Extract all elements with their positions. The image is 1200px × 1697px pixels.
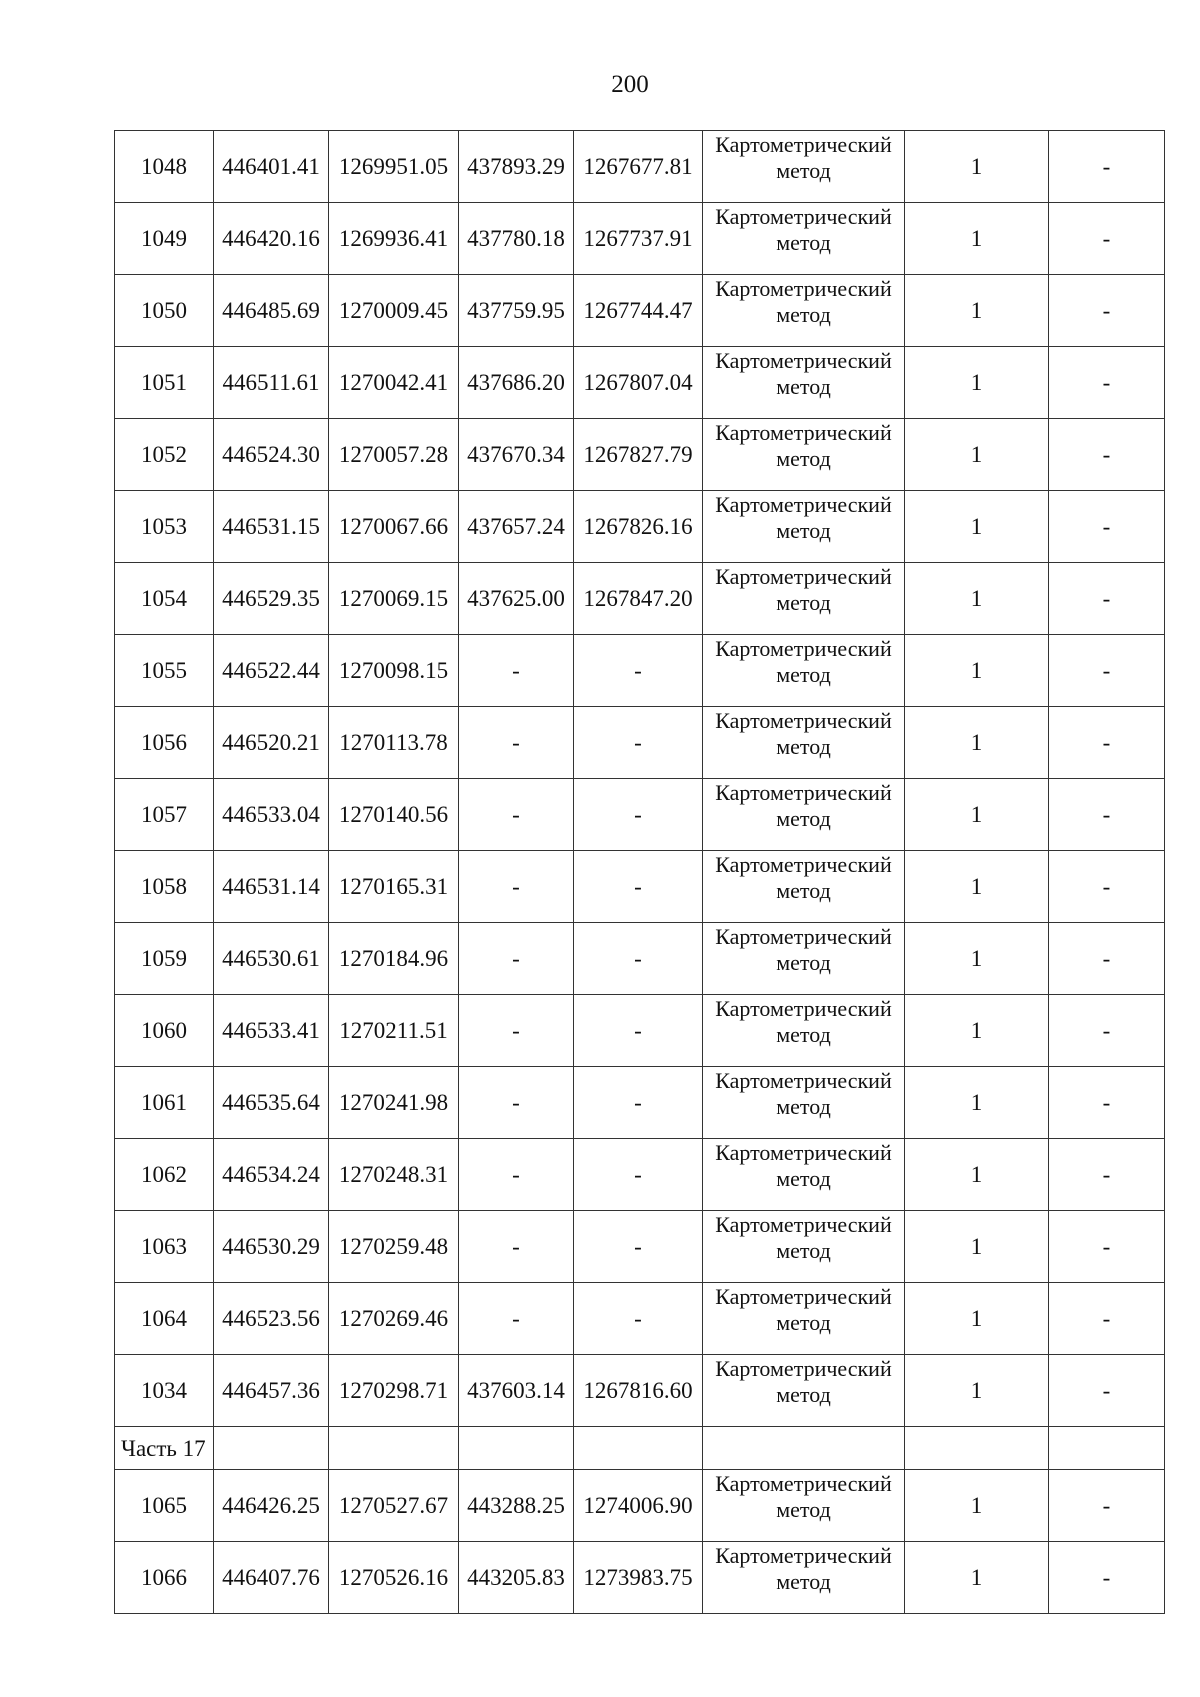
method-line-2: метод <box>776 158 831 183</box>
method-line-1: Картометрический <box>715 564 892 589</box>
point-number-cell: 1061 <box>115 1067 214 1139</box>
x-coordinate-alt-cell: 437657.24 <box>459 491 574 563</box>
table-body <box>115 131 1165 1614</box>
y-coordinate-cell: 1270009.45 <box>329 275 459 347</box>
x-coordinate-cell: 446533.41 <box>214 995 329 1067</box>
point-number-cell: 1048 <box>115 131 214 203</box>
x-coordinate-alt-cell: 437603.14 <box>459 1355 574 1427</box>
note-cell: - <box>1049 707 1165 779</box>
coordinates-table <box>114 130 1165 1614</box>
table-row <box>115 275 1165 347</box>
table-row <box>115 1283 1165 1355</box>
accuracy-cell: 1 <box>905 1355 1049 1427</box>
y-coordinate-cell: 1269936.41 <box>329 203 459 275</box>
accuracy-cell: 1 <box>905 563 1049 635</box>
page-number: 200 <box>611 71 649 98</box>
x-coordinate-alt-cell: - <box>459 635 574 707</box>
method-cell <box>703 419 905 491</box>
y-coordinate-cell: 1270098.15 <box>329 635 459 707</box>
method-line-2: метод <box>776 806 831 831</box>
y-coordinate-cell: 1270113.78 <box>329 707 459 779</box>
y-coordinate-cell: 1270269.46 <box>329 1283 459 1355</box>
note-cell: - <box>1049 131 1165 203</box>
y-coordinate-cell: 1269951.05 <box>329 131 459 203</box>
x-coordinate-alt-cell: - <box>459 995 574 1067</box>
method-cell <box>703 275 905 347</box>
method-line-1: Картометрический <box>715 780 892 805</box>
method-line-2: метод <box>776 518 831 543</box>
method-cell <box>703 131 905 203</box>
y-coordinate-cell: 1270211.51 <box>329 995 459 1067</box>
point-number-cell: 1058 <box>115 851 214 923</box>
y-coordinate-alt-cell: 1267807.04 <box>574 347 703 419</box>
y-coordinate-cell: 1270526.16 <box>329 1542 459 1614</box>
method-line-2: метод <box>776 230 831 255</box>
empty-cell <box>214 1427 329 1470</box>
x-coordinate-cell: 446530.61 <box>214 923 329 995</box>
x-coordinate-alt-cell: 437780.18 <box>459 203 574 275</box>
x-coordinate-cell: 446520.21 <box>214 707 329 779</box>
point-number-cell: 1057 <box>115 779 214 851</box>
empty-cell <box>329 1427 459 1470</box>
y-coordinate-cell: 1270140.56 <box>329 779 459 851</box>
y-coordinate-alt-cell: - <box>574 779 703 851</box>
y-coordinate-alt-cell: - <box>574 635 703 707</box>
accuracy-cell: 1 <box>905 923 1049 995</box>
y-coordinate-alt-cell: 1267737.91 <box>574 203 703 275</box>
y-coordinate-cell: 1270057.28 <box>329 419 459 491</box>
method-line-2: метод <box>776 1094 831 1119</box>
accuracy-cell: 1 <box>905 851 1049 923</box>
table-row <box>115 779 1165 851</box>
empty-cell <box>703 1427 905 1470</box>
point-number-cell: 1054 <box>115 563 214 635</box>
point-number-cell: 1064 <box>115 1283 214 1355</box>
x-coordinate-cell: 446457.36 <box>214 1355 329 1427</box>
method-line-2: метод <box>776 1238 831 1263</box>
y-coordinate-alt-cell: - <box>574 1067 703 1139</box>
accuracy-cell: 1 <box>905 347 1049 419</box>
x-coordinate-alt-cell: - <box>459 1067 574 1139</box>
y-coordinate-cell: 1270165.31 <box>329 851 459 923</box>
method-line-2: метод <box>776 1382 831 1407</box>
note-cell: - <box>1049 275 1165 347</box>
point-number-cell: 1055 <box>115 635 214 707</box>
table-row <box>115 995 1165 1067</box>
y-coordinate-alt-cell: - <box>574 1283 703 1355</box>
x-coordinate-cell: 446533.04 <box>214 779 329 851</box>
note-cell: - <box>1049 1470 1165 1542</box>
method-line-1: Картометрический <box>715 492 892 517</box>
section-label: Часть 17 <box>115 1427 214 1470</box>
table-row <box>115 203 1165 275</box>
y-coordinate-alt-cell: - <box>574 923 703 995</box>
y-coordinate-alt-cell: 1274006.90 <box>574 1470 703 1542</box>
method-line-1: Картометрический <box>715 708 892 733</box>
y-coordinate-alt-cell: 1267816.60 <box>574 1355 703 1427</box>
y-coordinate-cell: 1270298.71 <box>329 1355 459 1427</box>
note-cell: - <box>1049 1283 1165 1355</box>
note-cell: - <box>1049 1355 1165 1427</box>
x-coordinate-alt-cell: - <box>459 923 574 995</box>
accuracy-cell: 1 <box>905 635 1049 707</box>
section-row <box>115 1427 1165 1470</box>
y-coordinate-cell: 1270248.31 <box>329 1139 459 1211</box>
table-row <box>115 635 1165 707</box>
point-number-cell: 1065 <box>115 1470 214 1542</box>
method-cell <box>703 1355 905 1427</box>
note-cell: - <box>1049 1139 1165 1211</box>
table-row <box>115 1542 1165 1614</box>
table-row <box>115 347 1165 419</box>
x-coordinate-alt-cell: 437625.00 <box>459 563 574 635</box>
x-coordinate-cell: 446420.16 <box>214 203 329 275</box>
method-line-1: Картометрический <box>715 1284 892 1309</box>
method-line-1: Картометрический <box>715 276 892 301</box>
method-line-2: метод <box>776 662 831 687</box>
method-line-1: Картометрический <box>715 636 892 661</box>
y-coordinate-alt-cell: - <box>574 1139 703 1211</box>
note-cell: - <box>1049 491 1165 563</box>
y-coordinate-cell: 1270069.15 <box>329 563 459 635</box>
method-line-1: Картометрический <box>715 1471 892 1496</box>
y-coordinate-alt-cell: - <box>574 851 703 923</box>
x-coordinate-cell: 446523.56 <box>214 1283 329 1355</box>
method-cell <box>703 779 905 851</box>
method-cell <box>703 995 905 1067</box>
method-line-1: Картометрический <box>715 348 892 373</box>
method-cell <box>703 1067 905 1139</box>
y-coordinate-alt-cell: 1267826.16 <box>574 491 703 563</box>
x-coordinate-cell: 446534.24 <box>214 1139 329 1211</box>
table-row <box>115 419 1165 491</box>
empty-cell <box>574 1427 703 1470</box>
method-line-2: метод <box>776 1497 831 1522</box>
method-cell <box>703 707 905 779</box>
x-coordinate-alt-cell: 437670.34 <box>459 419 574 491</box>
y-coordinate-alt-cell: - <box>574 1211 703 1283</box>
method-line-1: Картометрический <box>715 1140 892 1165</box>
x-coordinate-alt-cell: 437686.20 <box>459 347 574 419</box>
method-line-1: Картометрический <box>715 924 892 949</box>
method-line-2: метод <box>776 1022 831 1047</box>
table-row <box>115 563 1165 635</box>
method-cell <box>703 203 905 275</box>
method-cell <box>703 1470 905 1542</box>
x-coordinate-alt-cell: - <box>459 1283 574 1355</box>
note-cell: - <box>1049 563 1165 635</box>
point-number-cell: 1059 <box>115 923 214 995</box>
y-coordinate-cell: 1270184.96 <box>329 923 459 995</box>
y-coordinate-alt-cell: 1267744.47 <box>574 275 703 347</box>
table-row <box>115 1139 1165 1211</box>
method-line-1: Картометрический <box>715 1212 892 1237</box>
accuracy-cell: 1 <box>905 203 1049 275</box>
x-coordinate-alt-cell: - <box>459 851 574 923</box>
y-coordinate-cell: 1270527.67 <box>329 1470 459 1542</box>
x-coordinate-alt-cell: 443205.83 <box>459 1542 574 1614</box>
note-cell: - <box>1049 923 1165 995</box>
y-coordinate-alt-cell: 1267847.20 <box>574 563 703 635</box>
note-cell: - <box>1049 203 1165 275</box>
x-coordinate-alt-cell: 437893.29 <box>459 131 574 203</box>
method-line-2: метод <box>776 734 831 759</box>
note-cell: - <box>1049 1542 1165 1614</box>
point-number-cell: 1066 <box>115 1542 214 1614</box>
method-cell <box>703 1211 905 1283</box>
point-number-cell: 1049 <box>115 203 214 275</box>
x-coordinate-cell: 446531.15 <box>214 491 329 563</box>
y-coordinate-alt-cell: - <box>574 707 703 779</box>
method-line-2: метод <box>776 1569 831 1594</box>
table-row <box>115 1355 1165 1427</box>
accuracy-cell: 1 <box>905 1139 1049 1211</box>
method-cell <box>703 1283 905 1355</box>
table-row <box>115 491 1165 563</box>
method-cell <box>703 923 905 995</box>
note-cell: - <box>1049 419 1165 491</box>
method-cell <box>703 1542 905 1614</box>
x-coordinate-cell: 446401.41 <box>214 131 329 203</box>
table-row <box>115 851 1165 923</box>
point-number-cell: 1060 <box>115 995 214 1067</box>
note-cell: - <box>1049 1067 1165 1139</box>
point-number-cell: 1034 <box>115 1355 214 1427</box>
accuracy-cell: 1 <box>905 1542 1049 1614</box>
note-cell: - <box>1049 1211 1165 1283</box>
method-cell <box>703 851 905 923</box>
point-number-cell: 1053 <box>115 491 214 563</box>
method-cell <box>703 635 905 707</box>
method-line-1: Картометрический <box>715 420 892 445</box>
x-coordinate-cell: 446485.69 <box>214 275 329 347</box>
point-number-cell: 1051 <box>115 347 214 419</box>
accuracy-cell: 1 <box>905 131 1049 203</box>
x-coordinate-cell: 446524.30 <box>214 419 329 491</box>
method-line-2: метод <box>776 590 831 615</box>
note-cell: - <box>1049 995 1165 1067</box>
method-line-2: метод <box>776 374 831 399</box>
y-coordinate-cell: 1270259.48 <box>329 1211 459 1283</box>
x-coordinate-cell: 446511.61 <box>214 347 329 419</box>
accuracy-cell: 1 <box>905 419 1049 491</box>
method-line-2: метод <box>776 1166 831 1191</box>
table-row <box>115 707 1165 779</box>
x-coordinate-cell: 446535.64 <box>214 1067 329 1139</box>
method-cell <box>703 563 905 635</box>
table-row <box>115 923 1165 995</box>
x-coordinate-cell: 446530.29 <box>214 1211 329 1283</box>
method-line-1: Картометрический <box>715 852 892 877</box>
y-coordinate-cell: 1270067.66 <box>329 491 459 563</box>
x-coordinate-cell: 446531.14 <box>214 851 329 923</box>
note-cell: - <box>1049 635 1165 707</box>
method-line-2: метод <box>776 950 831 975</box>
note-cell: - <box>1049 779 1165 851</box>
x-coordinate-cell: 446522.44 <box>214 635 329 707</box>
accuracy-cell: 1 <box>905 995 1049 1067</box>
accuracy-cell: 1 <box>905 275 1049 347</box>
method-line-1: Картометрический <box>715 132 892 157</box>
accuracy-cell: 1 <box>905 707 1049 779</box>
note-cell: - <box>1049 347 1165 419</box>
accuracy-cell: 1 <box>905 491 1049 563</box>
method-cell <box>703 347 905 419</box>
method-cell <box>703 1139 905 1211</box>
method-cell <box>703 491 905 563</box>
note-cell: - <box>1049 851 1165 923</box>
x-coordinate-alt-cell: 443288.25 <box>459 1470 574 1542</box>
accuracy-cell: 1 <box>905 1211 1049 1283</box>
empty-cell <box>459 1427 574 1470</box>
accuracy-cell: 1 <box>905 1283 1049 1355</box>
y-coordinate-alt-cell: 1267827.79 <box>574 419 703 491</box>
x-coordinate-alt-cell: - <box>459 707 574 779</box>
table-row <box>115 1470 1165 1542</box>
x-coordinate-cell: 446407.76 <box>214 1542 329 1614</box>
point-number-cell: 1063 <box>115 1211 214 1283</box>
x-coordinate-alt-cell: 437759.95 <box>459 275 574 347</box>
method-line-2: метод <box>776 302 831 327</box>
point-number-cell: 1062 <box>115 1139 214 1211</box>
method-line-1: Картометрический <box>715 1068 892 1093</box>
x-coordinate-cell: 446529.35 <box>214 563 329 635</box>
x-coordinate-alt-cell: - <box>459 779 574 851</box>
x-coordinate-alt-cell: - <box>459 1139 574 1211</box>
method-line-1: Картометрический <box>715 996 892 1021</box>
method-line-1: Картометрический <box>715 204 892 229</box>
method-line-1: Картометрический <box>715 1543 892 1568</box>
point-number-cell: 1052 <box>115 419 214 491</box>
table-row <box>115 1211 1165 1283</box>
table-row <box>115 1067 1165 1139</box>
point-number-cell: 1050 <box>115 275 214 347</box>
empty-cell <box>1049 1427 1165 1470</box>
method-line-2: метод <box>776 878 831 903</box>
accuracy-cell: 1 <box>905 1470 1049 1542</box>
y-coordinate-alt-cell: - <box>574 995 703 1067</box>
point-number-cell: 1056 <box>115 707 214 779</box>
accuracy-cell: 1 <box>905 1067 1049 1139</box>
method-line-2: метод <box>776 1310 831 1335</box>
table-row <box>115 131 1165 203</box>
y-coordinate-alt-cell: 1273983.75 <box>574 1542 703 1614</box>
y-coordinate-cell: 1270042.41 <box>329 347 459 419</box>
y-coordinate-cell: 1270241.98 <box>329 1067 459 1139</box>
x-coordinate-alt-cell: - <box>459 1211 574 1283</box>
accuracy-cell: 1 <box>905 779 1049 851</box>
method-line-1: Картометрический <box>715 1356 892 1381</box>
y-coordinate-alt-cell: 1267677.81 <box>574 131 703 203</box>
x-coordinate-cell: 446426.25 <box>214 1470 329 1542</box>
empty-cell <box>905 1427 1049 1470</box>
method-line-2: метод <box>776 446 831 471</box>
